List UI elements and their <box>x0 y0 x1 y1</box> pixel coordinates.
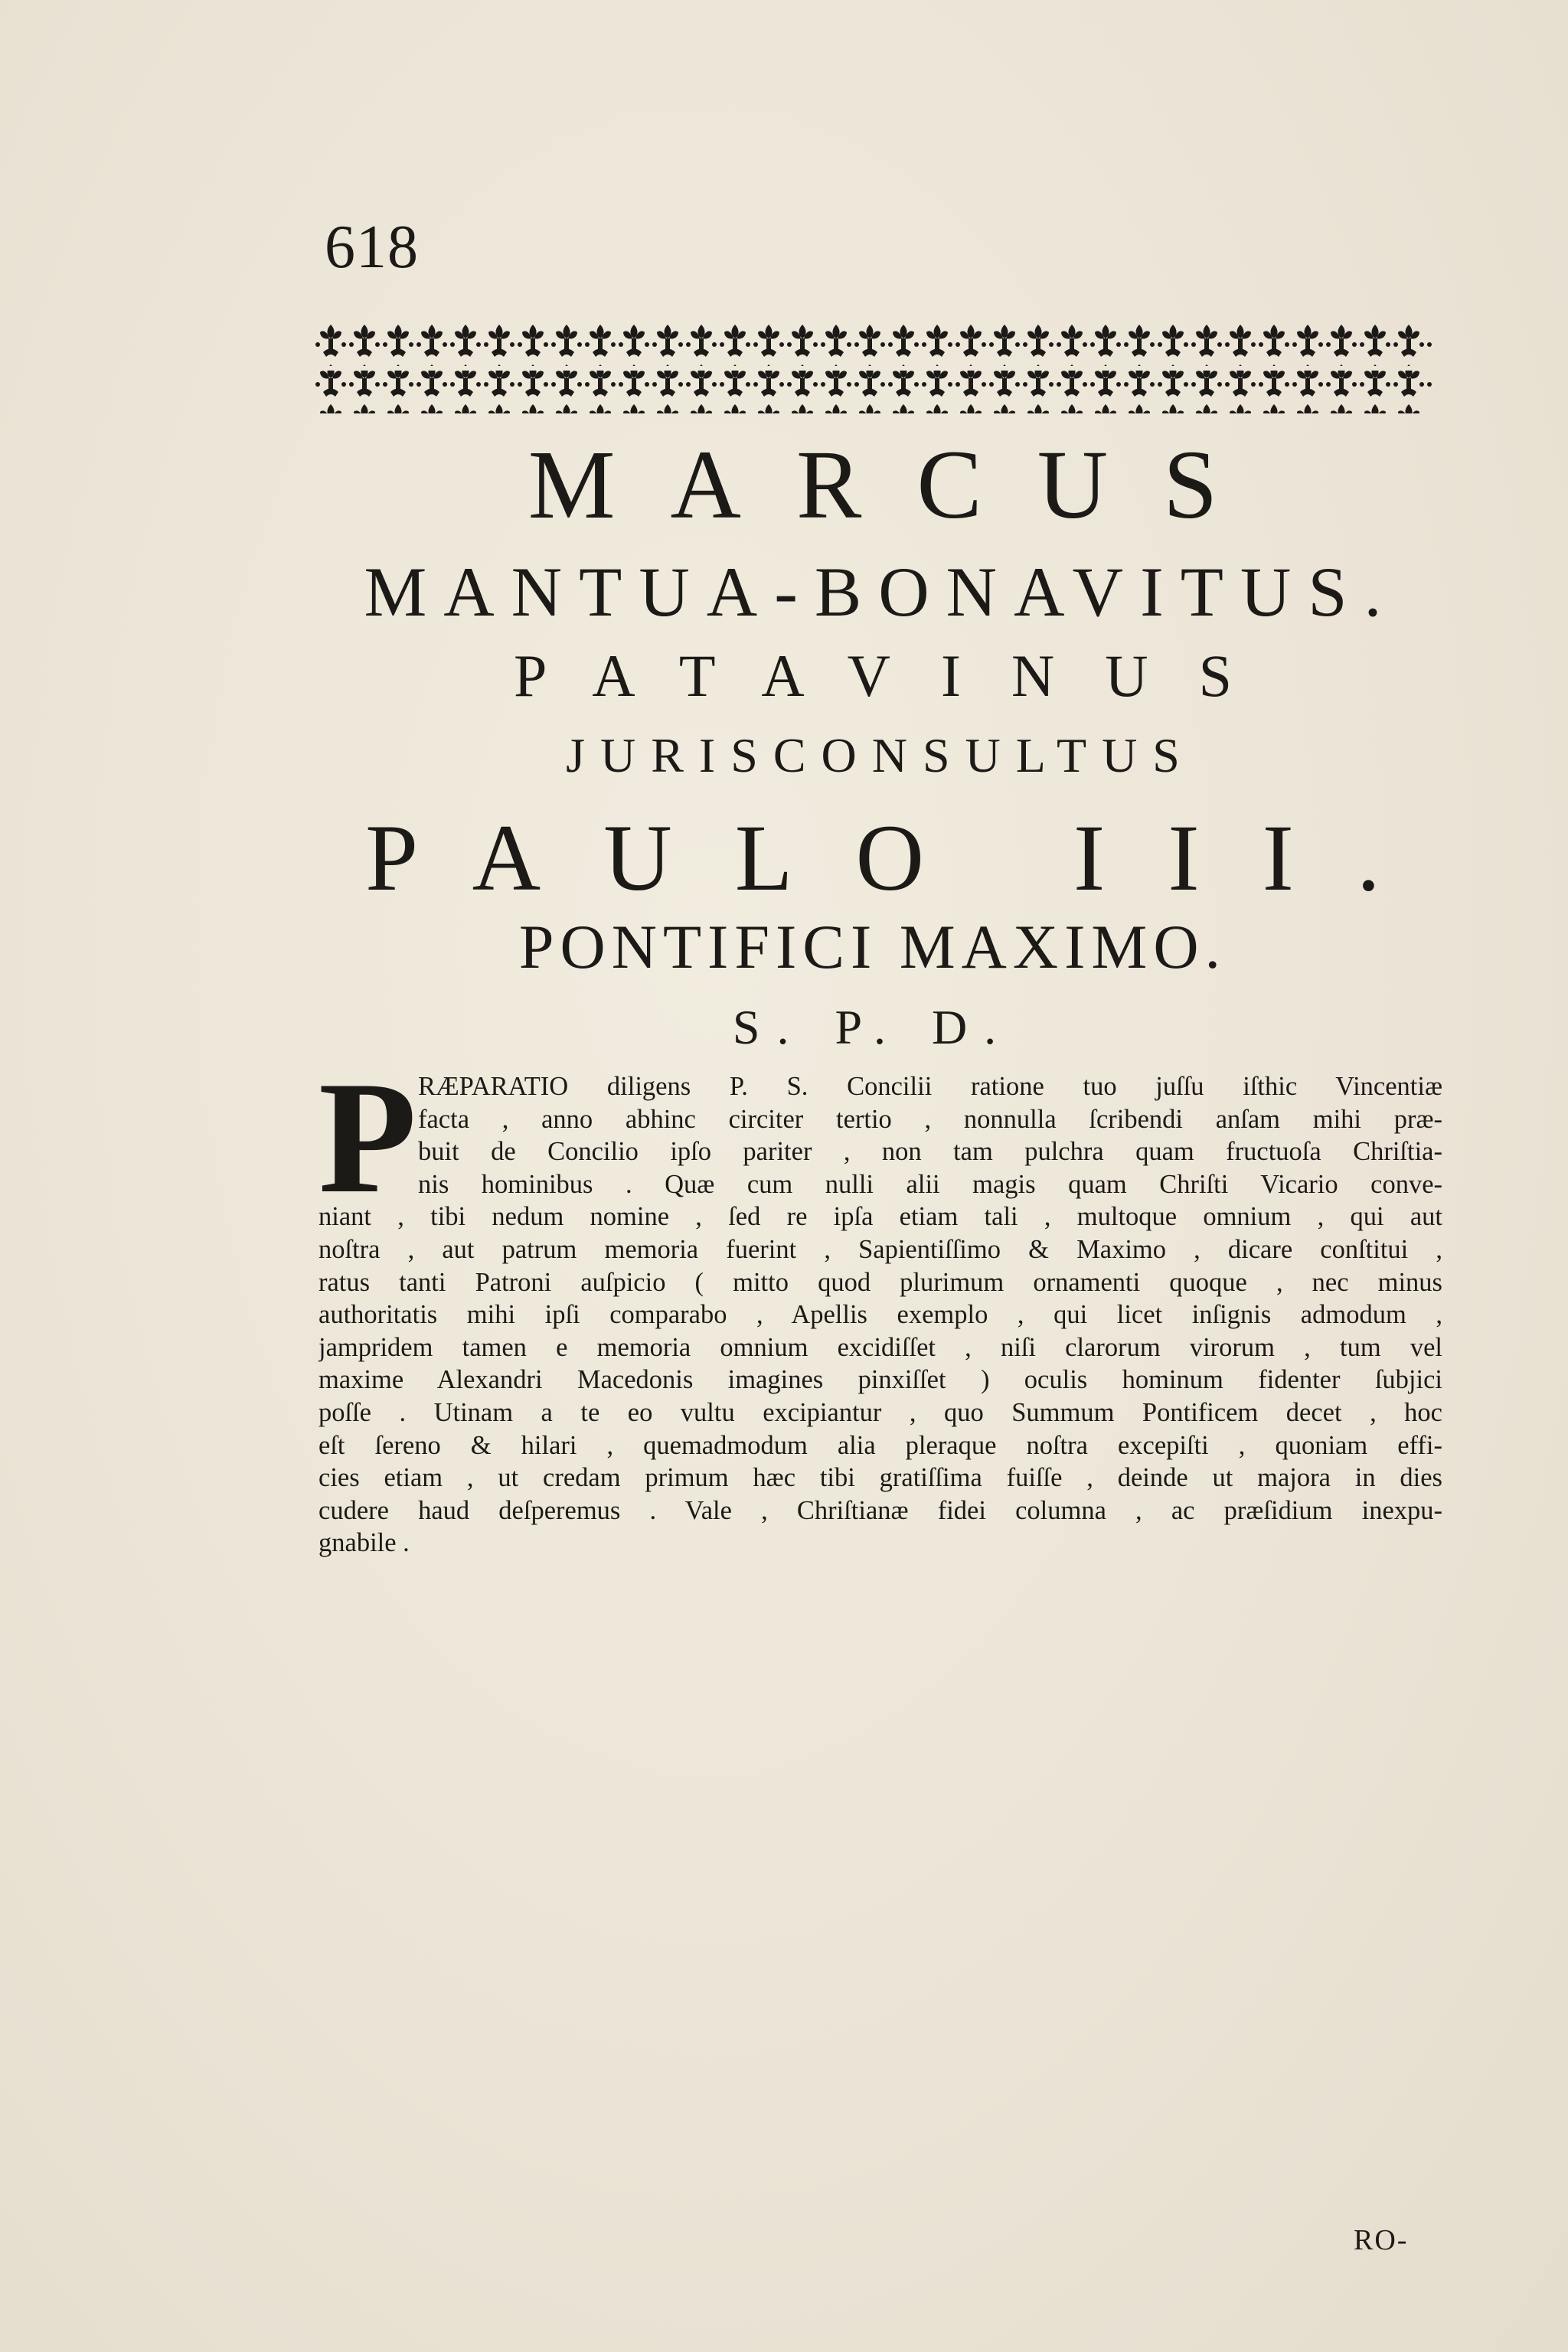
heading-recipient-title: PONTIFICI MAXIMO. <box>518 912 1227 982</box>
heading-surname: MANTUA-BONAVITUS. <box>364 553 1399 631</box>
letter-line: authoritatis mihi ipſi comparabo , Apellis exemplo , qui licet inſignis admodum , <box>318 1300 1442 1330</box>
heading-salutation: S. P. D. <box>732 1000 1014 1054</box>
letter-line: cudere haud deſperemus . Vale , Chriſtianæ fidei columna , ac præſidium inexpu- <box>318 1495 1442 1525</box>
letter-line: cies etiam , ut credam primum hæc tibi gratiſſima fuiſſe , deinde ut majora in dies <box>318 1463 1442 1493</box>
fleuron-border-ornament <box>314 320 1432 420</box>
letter-line: RÆPARATIO diligens P. S. Concilii ratione tuo juſſu iſthic Vincentiæ <box>418 1072 1442 1101</box>
heading-profession: JURISCONSULTUS <box>566 728 1195 782</box>
letter-line: facta , anno abhinc circiter tertio , nonnulla ſcribendi anſam mihi præ- <box>418 1104 1442 1134</box>
letter-line: gnabile . <box>318 1528 410 1558</box>
heading-origin: PATAVINUS <box>514 642 1282 709</box>
letter-line: ratus tanti Patroni auſpicio ( mitto quod plurimum ornamenti quoque , nec minus <box>318 1267 1442 1297</box>
letter-line: noſtra , aut patrum memoria fuerint , Sapientiſſimo & Maximo , dicare conſtitui , <box>318 1234 1442 1264</box>
catchword: RO- <box>1354 2224 1409 2256</box>
letter-line: jampridem tamen e memoria omnium excidiſſet , niſi clarorum virorum , tum vel <box>318 1332 1442 1362</box>
letter-line: poſſe . Utinam a te eo vultu excipiantur , quo Summum Pontificem decet , hoc <box>318 1397 1442 1427</box>
page-number: 618 <box>325 214 419 281</box>
letter-line: maxime Alexandri Macedonis imagines pinxiſſet ) oculis hominum fidenter ſubjici <box>318 1365 1442 1395</box>
dedication-letter <box>318 1049 1442 1560</box>
letter-line: nis hominibus . Quæ cum nulli alii magis quam Chriſti Vicario conve- <box>418 1169 1442 1199</box>
letter-line: buit de Concilio ipſo pariter , non tam pulchra quam fructuoſa Chriſtia- <box>418 1137 1442 1167</box>
heading-recipient: PAULO III. <box>365 805 1443 910</box>
letter-line: niant , tibi nedum nomine , ſed re ipſa etiam tali , multoque omnium , qui aut <box>318 1202 1442 1232</box>
heading-name: MARCUS <box>528 430 1273 539</box>
drop-cap: P <box>318 1049 417 1227</box>
letter-line: eſt ſereno & hilari , quemadmodum alia pleraque noſtra excepiſti , quoniam effi- <box>318 1430 1442 1460</box>
